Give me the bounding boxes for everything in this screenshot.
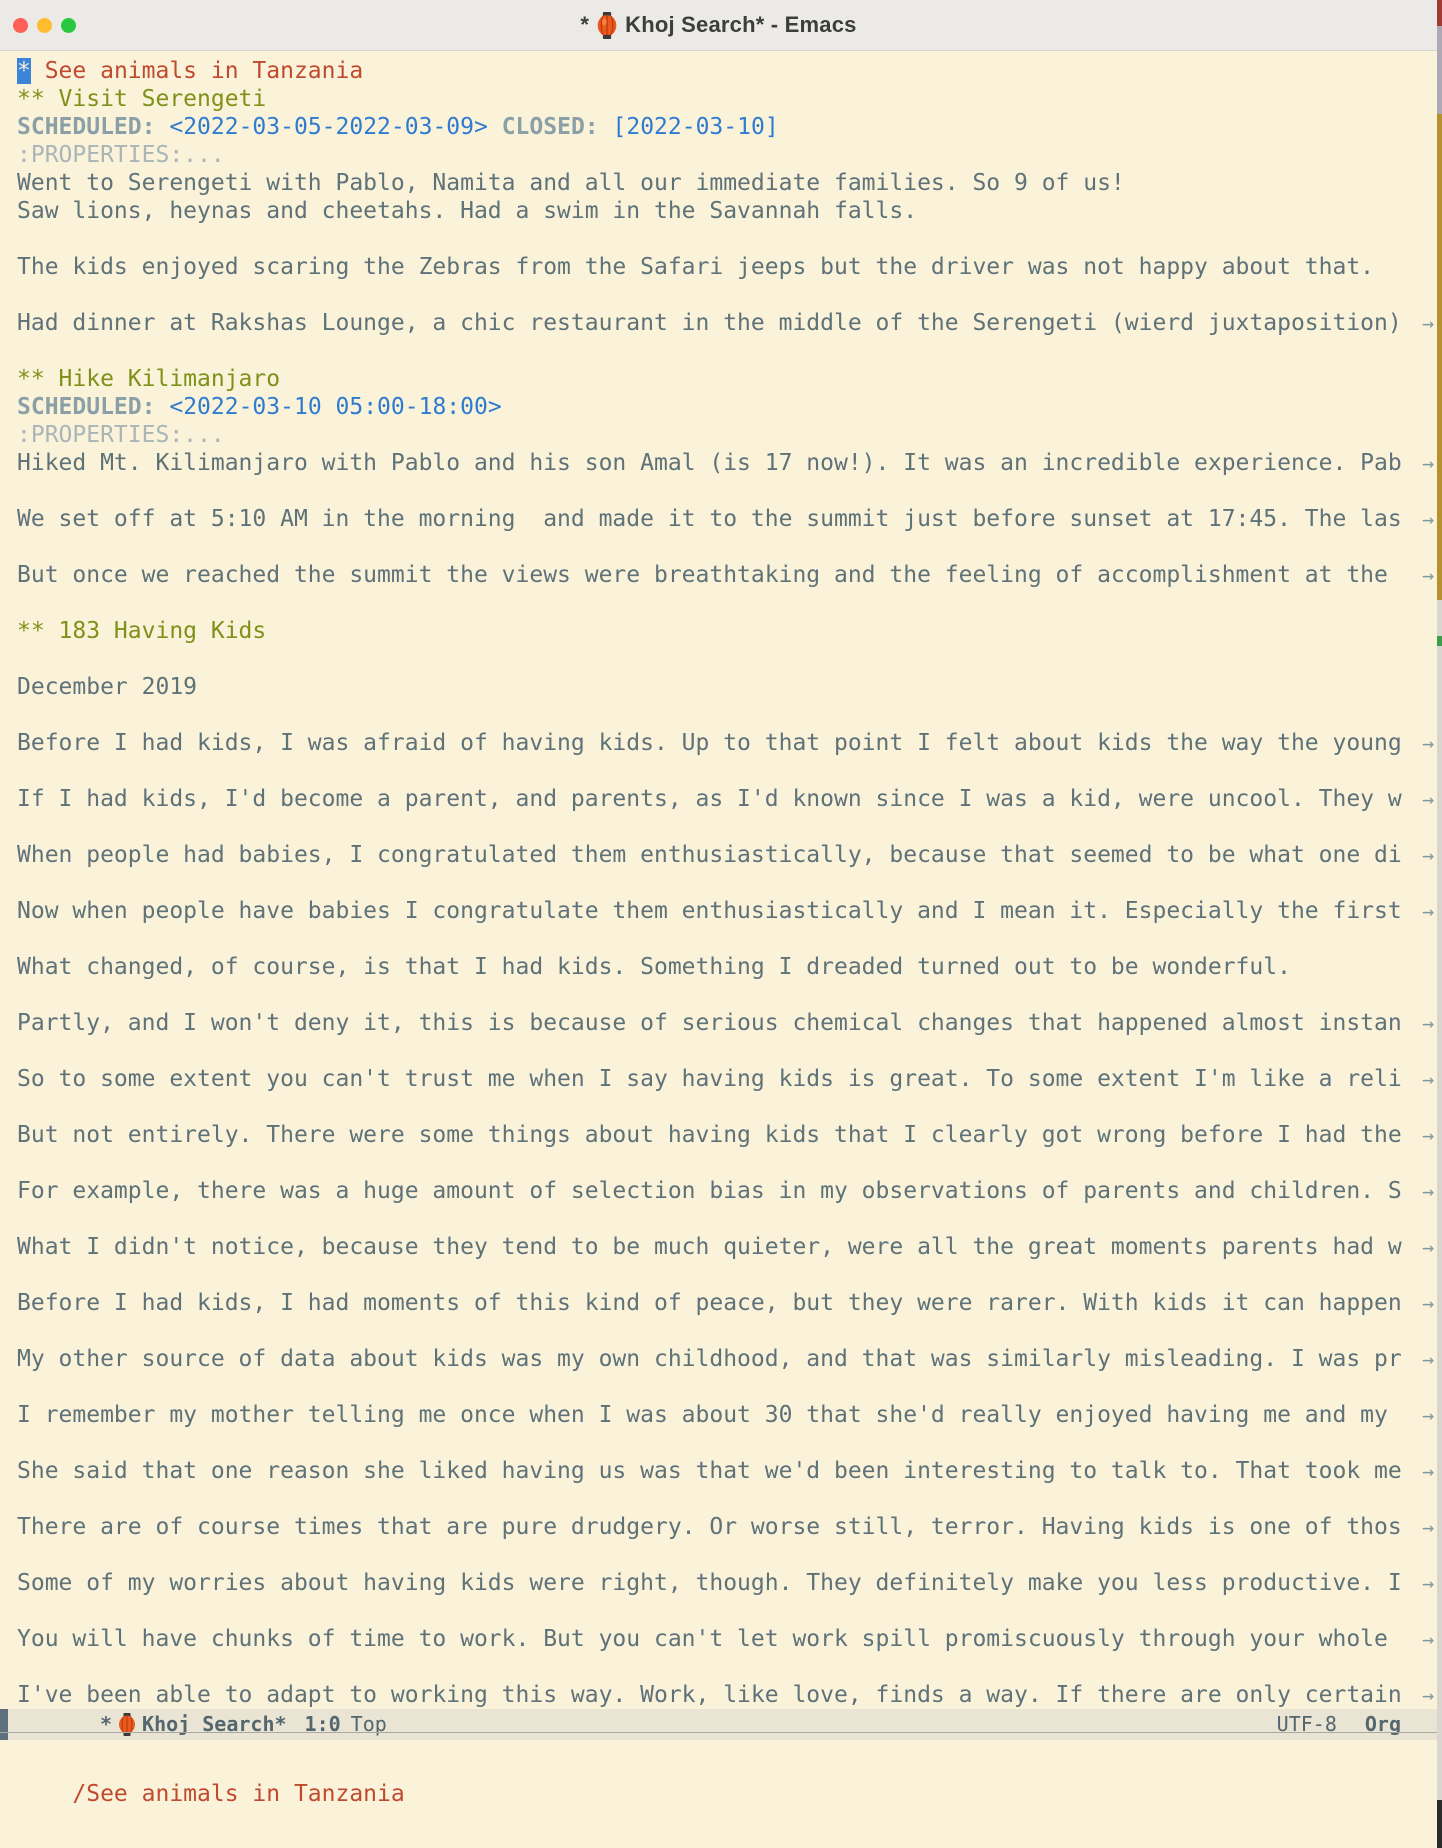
- window-title: [580, 12, 856, 39]
- buffer-line: So to some extent you can't trust me when I say having kids is great. To some extent I'm like a reli →: [17, 1066, 1434, 1092]
- buffer-line: ** 183 Having Kids: [17, 618, 267, 644]
- modeline-buffer-id: [100, 1709, 287, 1740]
- minibuffer-text: /See animals in Tanzania: [72, 1781, 405, 1807]
- buffer-line: [17, 1541, 1437, 1569]
- truncation-arrow-icon: →: [1421, 1011, 1434, 1035]
- buffer-line: SCHEDULED: <2022-03-05-2022-03-09> CLOSED: [2022-03-10]: [17, 114, 779, 140]
- buffer-line: [17, 757, 1437, 785]
- truncation-arrow-icon: →: [1421, 1515, 1434, 1539]
- buffer-line: But not entirely. There were some things about having kids that I clearly got wrong before I had the →: [17, 1122, 1434, 1148]
- buffer-line: Some of my worries about having kids were right, though. They definitely make you less productive. I →: [17, 1570, 1434, 1596]
- buffer-line: ** Hike Kilimanjaro: [17, 366, 281, 392]
- truncation-arrow-icon: →: [1421, 731, 1434, 755]
- background-window-sliver: [1437, 0, 1442, 1800]
- buffer-line: [17, 337, 1437, 365]
- modeline-major-mode: Org: [1364, 1712, 1401, 1736]
- truncation-arrow-icon: →: [1421, 787, 1434, 811]
- buffer-line: [17, 645, 1437, 673]
- minibuffer[interactable]: [0, 1740, 1437, 1848]
- buffer-line: [17, 1093, 1437, 1121]
- modeline-position: 1:0: [304, 1712, 341, 1736]
- buffer-line: I remember my mother telling me once when I was about 30 that she'd really enjoyed having me and my →: [17, 1402, 1434, 1428]
- buffer-line: For example, there was a huge amount of selection bias in my observations of parents and children. S →: [17, 1178, 1434, 1204]
- truncation-arrow-icon: →: [1421, 1571, 1434, 1595]
- buffer-line: [17, 1149, 1437, 1177]
- truncation-arrow-icon: →: [1421, 1459, 1434, 1483]
- buffer-line: ** Visit Serengeti: [17, 86, 267, 112]
- buffer-line: We set off at 5:10 AM in the morning and made it to the summit just before sunset at 17:45. The las →: [17, 506, 1434, 532]
- buffer-line: Had dinner at Rakshas Lounge, a chic restaurant in the middle of the Serengeti (wierd juxtaposition) →: [17, 310, 1434, 336]
- buffer-line: [17, 1373, 1437, 1401]
- buffer-line: [17, 1653, 1437, 1681]
- buffer-line: * See animals in Tanzania: [17, 58, 364, 84]
- truncation-arrow-icon: →: [1421, 1347, 1434, 1371]
- buffer-line: Hiked Mt. Kilimanjaro with Pablo and his son Amal (is 17 now!). It was an incredible experience. Pab →: [17, 450, 1434, 476]
- buffer-line: [17, 225, 1437, 253]
- zoom-button[interactable]: [61, 18, 76, 33]
- truncation-arrow-icon: →: [1421, 843, 1434, 867]
- truncation-arrow-icon: →: [1421, 1067, 1434, 1091]
- buffer-line: Now when people have babies I congratulate them enthusiastically and I mean it. Especially the first →: [17, 898, 1434, 924]
- truncation-arrow-icon: →: [1421, 1235, 1434, 1259]
- buffer-line: [17, 981, 1437, 1009]
- modeline: [0, 1709, 1437, 1740]
- buffer-line: [17, 1037, 1437, 1065]
- title-text: Khoj Search* - Emacs: [625, 12, 857, 37]
- modeline-buffer-name: Khoj Search*: [142, 1712, 287, 1736]
- buffer-line: SCHEDULED: <2022-03-10 05:00-18:00>: [17, 394, 502, 420]
- buffer-line: My other source of data about kids was my own childhood, and that was similarly misleading. I was pr →: [17, 1346, 1434, 1372]
- buffer-line: What changed, of course, is that I had kids. Something I dreaded turned out to be wonderful.: [17, 954, 1291, 980]
- close-button[interactable]: [13, 18, 28, 33]
- buffer-line: [17, 477, 1437, 505]
- buffer-line: There are of course times that are pure drudgery. Or worse still, terror. Having kids is one of thos →: [17, 1514, 1434, 1540]
- truncation-arrow-icon: →: [1421, 1627, 1434, 1651]
- truncation-arrow-icon: →: [1421, 451, 1434, 475]
- titlebar: [0, 0, 1437, 51]
- lantern-icon: [596, 12, 618, 39]
- truncation-arrow-icon: →: [1421, 563, 1434, 587]
- buffer-line: [17, 869, 1437, 897]
- truncation-arrow-icon: →: [1421, 899, 1434, 923]
- modeline-prefix: *: [100, 1712, 113, 1736]
- truncation-arrow-icon: →: [1421, 1403, 1434, 1427]
- buffer-line: What I didn't notice, because they tend to be much quieter, were all the great moments parents had w →: [17, 1234, 1434, 1260]
- buffer-line: Went to Serengeti with Pablo, Namita and all our immediate families. So 9 of us!: [17, 170, 1125, 196]
- buffer-line: Before I had kids, I had moments of this kind of peace, but they were rarer. With kids it can happen →: [17, 1290, 1434, 1316]
- buffer-line: Before I had kids, I was afraid of having kids. Up to that point I felt about kids the way the young →: [17, 730, 1434, 756]
- buffer-line: :PROPERTIES:...: [17, 142, 225, 168]
- buffer-line: But once we reached the summit the views were breathtaking and the feeling of accomplishment at the →: [17, 562, 1434, 588]
- buffer-line: [17, 701, 1437, 729]
- buffer-line: She said that one reason she liked having us was that we'd been interesting to talk to. That took me →: [17, 1458, 1434, 1484]
- buffer-line: [17, 281, 1437, 309]
- buffer-line: The kids enjoyed scaring the Zebras from the Safari jeeps but the driver was not happy about that.: [17, 254, 1375, 280]
- modeline-left-bar: [0, 1709, 8, 1740]
- buffer-line: [17, 1429, 1437, 1457]
- modeline-underline: [0, 1732, 1437, 1733]
- buffer-line: December 2019: [17, 674, 198, 700]
- buffer-line: [17, 1485, 1437, 1513]
- buffer-line: If I had kids, I'd become a parent, and parents, as I'd known since I was a kid, were uncool. They w →: [17, 786, 1434, 812]
- buffer-line: :PROPERTIES:...: [17, 422, 225, 448]
- buffer-line: [17, 533, 1437, 561]
- buffer-line: [17, 589, 1437, 617]
- buffer-line: Partly, and I won't deny it, this is because of serious chemical changes that happened almost instan →: [17, 1010, 1434, 1036]
- buffer-line: When people had babies, I congratulated them enthusiastically, because that seemed to be what one di →: [17, 842, 1434, 868]
- buffer-line: [17, 813, 1437, 841]
- traffic-lights: [13, 0, 76, 50]
- minimize-button[interactable]: [37, 18, 52, 33]
- truncation-arrow-icon: →: [1421, 507, 1434, 531]
- buffer-line: [17, 1205, 1437, 1233]
- title-prefix: *: [580, 12, 590, 37]
- buffer-line: You will have chunks of time to work. But you can't let work spill promiscuously through your whole →: [17, 1626, 1434, 1652]
- truncation-arrow-icon: →: [1421, 1123, 1434, 1147]
- truncation-arrow-icon: →: [1421, 1179, 1434, 1203]
- buffer[interactable]: [0, 51, 1437, 1709]
- truncation-arrow-icon: →: [1421, 1683, 1434, 1707]
- buffer-line: [17, 1317, 1437, 1345]
- buffer-line: Saw lions, heynas and cheetahs. Had a swim in the Savannah falls.: [17, 198, 918, 224]
- buffer-line: I've been able to adapt to working this way. Work, like love, finds a way. If there are only certain →: [17, 1682, 1434, 1708]
- modeline-right: [1277, 1709, 1401, 1740]
- modeline-location: Top: [350, 1712, 387, 1736]
- truncation-arrow-icon: →: [1421, 311, 1434, 335]
- truncation-arrow-icon: →: [1421, 1291, 1434, 1315]
- buffer-line: [17, 1597, 1437, 1625]
- modeline-encoding: UTF-8: [1276, 1712, 1337, 1736]
- buffer-line: [17, 1261, 1437, 1289]
- buffer-line: [17, 925, 1437, 953]
